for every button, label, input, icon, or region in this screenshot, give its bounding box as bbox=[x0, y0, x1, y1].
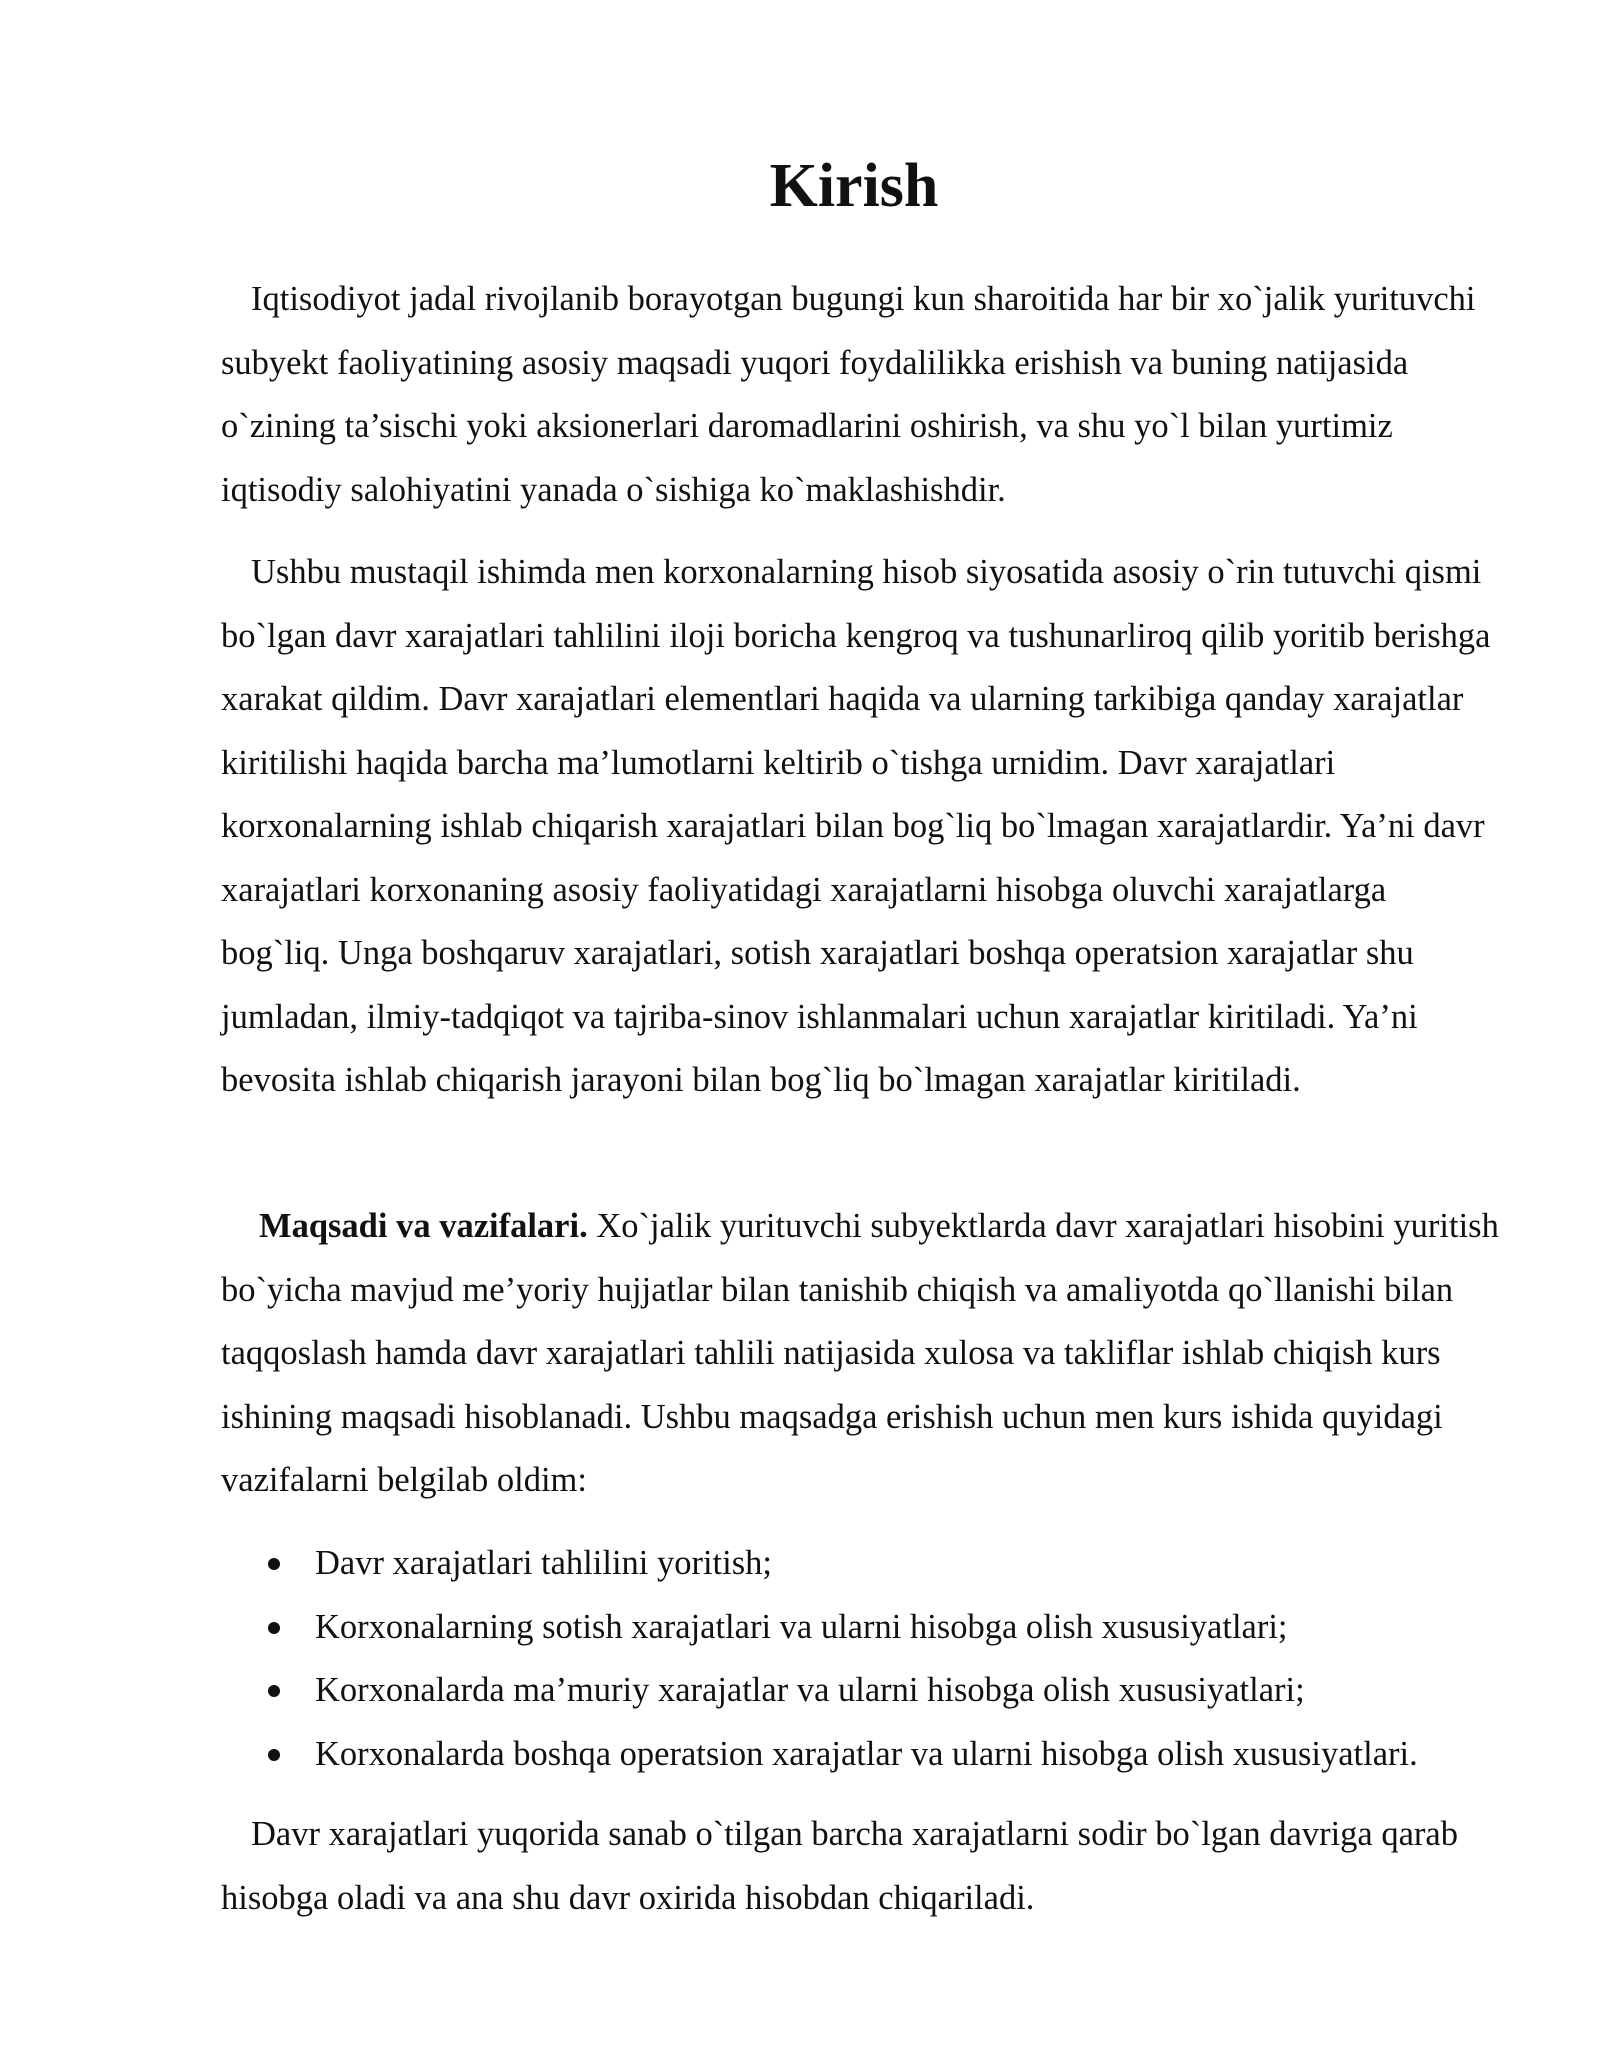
list-item bbox=[221, 1596, 1511, 1660]
list-item-text: Korxonalarning sotish xarajatlari va ularni hisobga olish xususiyatlari; bbox=[315, 1607, 1288, 1646]
closing-paragraph bbox=[221, 1803, 1501, 1930]
scope-paragraph-text: Ushbu mustaqil ishimda men korxonalarning hisob siyosatida asosiy o`rin tutuvchi qismi bo`lgan davr xarajatlari tahlilini iloji boricha kengroq va tushunarliroq qilib yoritib berishga xarakat qildim. Davr xarajatlari elementlari haqida va ularning tarkibiga qanday xarajatlar kiritilishi haqida barcha ma’lumotlarni keltirib o`tishga urnidim. Davr xarajatlari korxonalarning ishlab chiqarish xarajatlari bilan bog`liq bo`lmagan xarajatlardir. Ya’ni davr xarajatlari korxonaning asosiy faoliyatidagi xarajatlarni hisobga oluvchi xarajatlarga bog`liq. Unga boshqaruv xarajatlari, sotish xarajatlari boshqa operatsion xarajatlar shu jumladan, ilmiy-tadqiqot va tajriba-sinov ishlanmalari uchun xarajatlar kiritiladi. Ya’ni bevosita ishlab chiqarish jarayoni bilan bog`liq bo`lmagan xarajatlar kiritiladi. bbox=[221, 553, 1491, 1099]
list-item-text: Davr xarajatlari tahlilini yoritish; bbox=[315, 1544, 772, 1582]
bullet-icon bbox=[268, 1622, 280, 1634]
goals-paragraph-text: Xo`jalik yurituvchi subyektlarda davr xarajatlari hisobini yuritish bo`yicha mavjud me’yoriy hujjatlar bilan tanishib chiqish va amaliyotda qo`llanishi bilan taqqoslash hamda davr xarajatlari tahlili natijasida xulosa va takliflar ishlab chiqish kurs ishining maqsadi hisoblanadi. Ushbu maqsadga erishish uchun men kurs ishida quyidagi vazifalarni belgilab oldim: bbox=[221, 1207, 1499, 1499]
list-item bbox=[221, 1723, 1511, 1787]
list-item bbox=[221, 1532, 1511, 1596]
list-item bbox=[221, 1659, 1511, 1723]
intro-paragraph bbox=[221, 268, 1501, 522]
bullet-icon bbox=[268, 1558, 280, 1570]
list-item-text: Korxonalarda boshqa operatsion xarajatlar va ularni hisobga olish xususiyatlari. bbox=[315, 1734, 1418, 1773]
page-title: Kirish bbox=[769, 152, 939, 220]
scope-paragraph bbox=[221, 541, 1501, 1113]
bullet-icon bbox=[268, 1685, 280, 1697]
closing-paragraph-text: Davr xarajatlari yuqorida sanab o`tilgan barcha xarajatlarni sodir bo`lgan davriga qarab hisobga oladi va ana shu davr oxirida hisobdan chiqariladi. bbox=[221, 1815, 1458, 1917]
goals-paragraph bbox=[221, 1195, 1501, 1513]
goals-heading: Maqsadi va vazifalari. bbox=[259, 1207, 588, 1245]
bullet-icon bbox=[268, 1749, 280, 1761]
intro-paragraph-text: Iqtisodiyot jadal rivojlanib borayotgan bugungi kun sharoitida har bir xo`jalik yurituvchi subyekt faoliyatining asosiy maqsadi yuqori foydalilikka erishish va buning natijasida o`zining ta’sischi yoki aksionerlari daromadlarini oshirish, va shu yo`l bilan yurtimiz iqtisodiy salohiyatini yanada o`sishiga ko`maklashishdir. bbox=[221, 280, 1476, 509]
task-list bbox=[221, 1532, 1511, 1786]
list-item-text: Korxonalarda ma’muriy xarajatlar va ularni hisobga olish xususiyatlari; bbox=[315, 1671, 1305, 1709]
